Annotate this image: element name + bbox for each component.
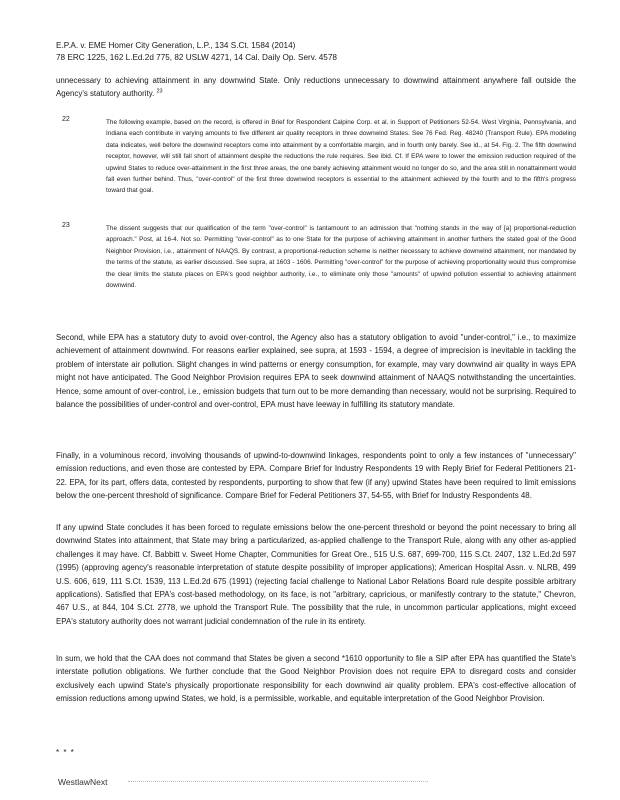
intro-text: unnecessary to achieving attainment in any downwind State. Only reductions unnecessary to downwind attainment anywhere fall outside the Agency's statutory authority. [56, 76, 576, 99]
footnote-22: The following example, based on the record, is offered in Brief for Respondent Calpine Corp. et al. in Support of Petitioners 52-54. West Virginia, Pennsylvania, and Indiana each contribute in varying amounts to five different air quality receptors in three downwind States. See 76 Fed. Reg. 48240 (Transport Rule). EPA modeling data indicates, well before the downwind receptors come into attainment by a comfortable margin, and in fourth only barely. See id., at 54. Fig. 2. The fifth downwind receptor, however, will still fall short of attainment despite the reductions the rule requires. See ibid. Cf. If EPA were to lower the emission reduction required of the upwind States to reduce over-attainment in the first three areas, the one barely achieving attainment would no longer do so, and the area still in nonattainment would fall even further behind. Thus, "over-control" of the first three downwind receptors is essential to the attainment achieved by the fourth and to the fifth's progress toward that goal. [106, 119, 576, 195]
footer-divider [128, 781, 428, 782]
paragraph-in-sum: In sum, we hold that the CAA does not command that States be given a second *1610 opportunity to file a SIP after EPA has quantified the State's interstate pollution obligations. We further conclude that the Good Neighbor Provision does not require EPA to disregard costs and consider exclusively each upwind State's physically proportionate responsibility for each downwind air quality problem. EPA's cost-effective allocation of emission reductions among upwind States, we hold, is a permissible, workable, and equitable interpretation of the Good Neighbor Provision. [56, 654, 576, 704]
intro-paragraph [56, 74, 576, 101]
paragraph-second: Second, while EPA has a statutory duty to avoid over-control, the Agency also has a statutory obligation to avoid "under-control," i.e., to maximize achievement of attainment downwind. For reasons earlier explained, see supra, at 1593 - 1594, a degree of imprecision is inevitable in tackling the problem of interstate air pollution. Slight changes in wind patterns or energy consumption, for example, may vary downwind air quality in ways EPA might not have anticipated. The Good Neighbor Provision requires EPA to seek downwind attainment of NAAQS notwithstanding the uncertainties. Hence, some amount of over-control, i.e., emission budgets that turn out to be more demanding than necessary, would not be surprising. Required to balance the possibilities of under-control and over-control, EPA must have leeway in fulfilling its statutory mandate. [56, 333, 576, 410]
westlaw-footer-brand: WestlawNext [58, 777, 108, 787]
case-caption [56, 40, 576, 64]
caption-line-2: 78 ERC 1225, 162 L.Ed.2d 775, 82 USLW 4271, 14 Cal. Daily Op. Serv. 4578 [56, 53, 337, 62]
paragraph-finally: Finally, in a voluminous record, involving thousands of upwind-to-downwind linkages, respondents point to only a few instances of "unnecessary" emission reductions, and even those are contested by EPA. Compare Brief for Industry Respondents 19 with Reply Brief for Federal Petitioners 21-22. EPA, for its part, offers data, contested by respondents, purporting to show that few (if any) upwind States have been required to limit emissions below the one-percent threshold of significance. Compare Brief for Federal Petitioners 37, 54-55, with Brief for Industry Respondents 48. [56, 451, 576, 501]
footnote-number: 22 [62, 116, 70, 123]
footnote-number: 23 [62, 222, 70, 229]
footnote-23: The dissent suggests that our qualification of the term "over-control" is tantamount to an admission that "nothing stands in the way of [a] proportional-reduction approach." Post, at 16-4. Not so. Permitting "over-control" as to one State for the purpose of achieving attainment in another furthers the stated goal of the Good Neighbor Provision, i.e., attainment of NAAQS. By contrast, a proportional-reduction scheme is neither necessary to achieve downwind attainment, nor mandated by the terms of the statute, as earlier discussed. See supra, at 1603 - 1606. Permitting "over-control" for the purpose of achieving proportionality would thus compromise the clear limits the statute places on EPA's good neighbor authority, i.e., to eliminate only those "amounts" of upwind pollution essential to achieving attainment downwind. [106, 225, 576, 290]
footnote-ref-23[interactable]: 23 [156, 88, 163, 95]
paragraph-as-applied: If any upwind State concludes it has been forced to regulate emissions below the one-percent threshold or beyond the point necessary to bring all downwind States into attainment, that State may bring a particularized, as-applied challenge to the Transport Rule, along with any other as-applied challenges it may have. Cf. Babbitt v. Sweet Home Chapter, Communities for Great Ore., 515 U.S. 687, 699-700, 115 S.Ct. 2407, 132 L.Ed.2d 597 (1995) (approving agency's reasonable interpretation of statute despite possibility of improper applications); American Hospital Assn. v. NLRB, 499 U.S. 606, 619, 111 S.Ct. 1539, 113 L.Ed.2d 675 (1991) (rejecting facial challenge to National Labor Relations Board rule despite possible arbitrary applications). Satisfied that EPA's cost-based methodology, on its face, is not "arbitrary, capricious, or manifestly contrary to the statute," Chevron, 467 U.S., at 844, 104 S.Ct. 2778, we uphold the Transport Rule. The possibility that the rule, in uncommon particular applications, might exceed EPA's statutory authority does not warrant judicial condemnation of the rule in its entirety. [56, 523, 576, 626]
section-separator: * * * [56, 748, 75, 757]
caption-line-1: E.P.A. v. EME Homer City Generation, L.P., 134 S.Ct. 1584 (2014) [56, 41, 296, 50]
